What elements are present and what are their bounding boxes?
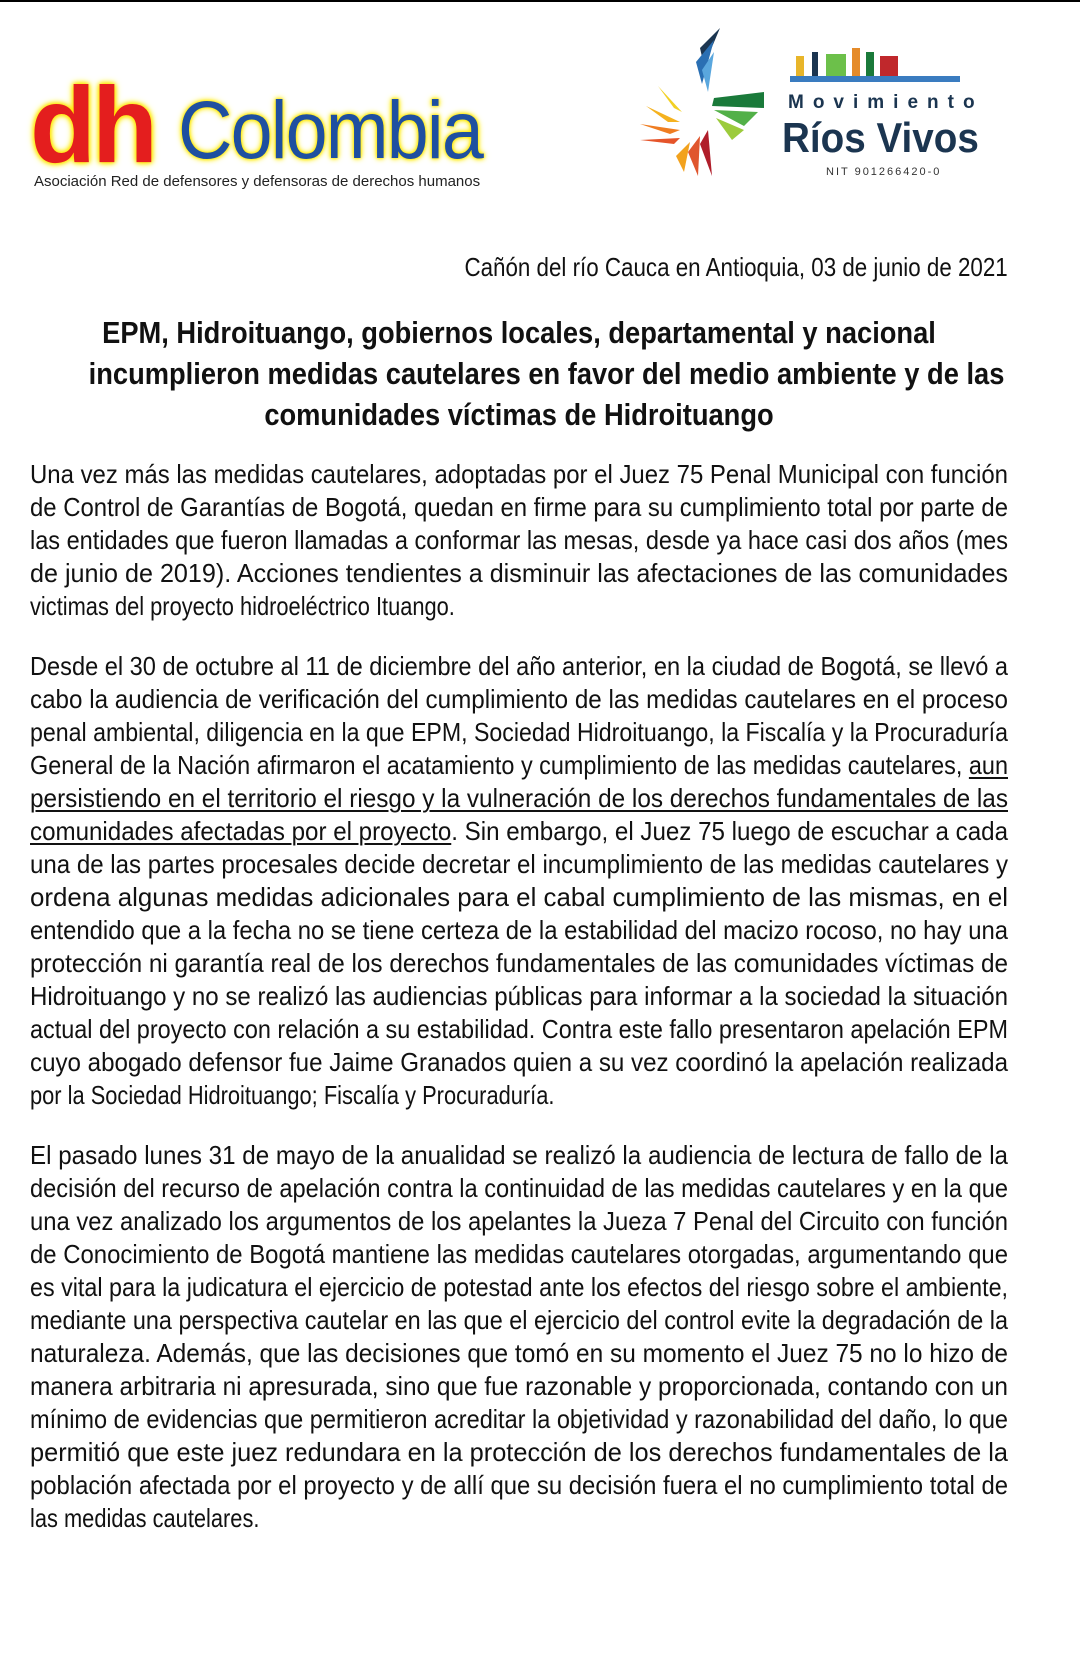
- text-line-content: de Control de Garantías de Bogotá, quedan en firme para su cumplimiento total por parte de: [30, 492, 1009, 522]
- text-line: [30, 1337, 1008, 1370]
- paragraph-2: [30, 650, 1008, 1112]
- text-line-content: decisión del recurso de apelación contra la continuidad de las medidas cautelares y en la que: [30, 1173, 1008, 1203]
- text-line: [30, 491, 1008, 524]
- rios-vivos-movimiento: Movimiento: [788, 92, 984, 113]
- underlined-text: persistiendo en el territorio el riesgo y la vulneración de los derechos fundamentales de las: [30, 783, 1008, 813]
- text-line-content: Desde el 30 de octubre al 11 de diciembre del año anterior, en la ciudad de Bogotá, se llevó a: [30, 651, 1008, 681]
- title-line: comunidades víctimas de Hidroituango: [264, 397, 774, 432]
- text-line-content: cuyo abogado defensor fue Jaime Granados quien a su vez coordinó la apelación realizada: [30, 1047, 1008, 1077]
- text-line: [30, 782, 1008, 815]
- text-line: [30, 1403, 1008, 1436]
- text-line: [30, 1436, 1008, 1469]
- dh-colombia-logo: [30, 62, 550, 190]
- text-line: [30, 524, 1008, 557]
- text-line: [30, 1502, 1008, 1535]
- dh-logo-name: Colombia: [178, 85, 482, 176]
- text-line-content: una vez analizado los argumentos de los apelantes la Jueza 7 Penal del Circuito con función: [30, 1206, 1008, 1236]
- text-line: [30, 1304, 1008, 1337]
- text-line: [30, 1172, 1008, 1205]
- text-line-content: de junio de 2019). Acciones tendientes a disminuir las afectaciones de las comunidades: [30, 558, 1008, 588]
- date-line: Cañón del río Cauca en Antioquia, 03 de junio de 2021: [464, 252, 1008, 282]
- text-line: [30, 650, 1008, 683]
- document-title: [30, 312, 1008, 435]
- text-line-content: Hidroituango y no se realizó las audiencias públicas para informar a la sociedad la situación: [30, 981, 1008, 1011]
- text-line-content: las entidades que fueron llamadas a conformar las mesas, desde ya hace casi dos años (mes: [30, 525, 1008, 555]
- text-line: [30, 1046, 1008, 1079]
- text-line-content: victimas del proyecto hidroeléctrico Ituango.: [30, 591, 455, 621]
- title-line: incumplieron medidas cautelares en favor del medio ambiente y de las: [88, 356, 1005, 391]
- text-line-content: El pasado lunes 31 de mayo de la anualidad se realizó la audiencia de lectura de fallo de la: [30, 1140, 1008, 1170]
- dh-logo-mark: dh: [30, 64, 154, 185]
- text-line: [30, 557, 1008, 590]
- text-line: [30, 1469, 1008, 1502]
- text-line: [30, 716, 1008, 749]
- text-line: [30, 1238, 1008, 1271]
- text-line-content: protección ni garantía real de los derechos fundamentales de las comunidades víctimas de: [30, 948, 1008, 978]
- text-line-content: mediante una perspectiva cautelar en las que el ejercicio del control evite la degradación de la: [30, 1305, 1008, 1335]
- text-line-content: permitió que este juez redundara en la protección de los derechos fundamentales de la: [30, 1437, 1008, 1467]
- text-line: [30, 1079, 1008, 1112]
- text-line-content: ordena algunas medidas adicionales para el cabal cumplimiento de las mismas, en el: [30, 882, 1008, 912]
- text-line: [30, 1271, 1008, 1304]
- underlined-text: aun: [968, 750, 1008, 780]
- text-line-content: comunidades afectadas por el proyecto. Sin embargo, el Juez 75 luego de escuchar a cada: [30, 816, 1008, 846]
- rios-vivos-nit: NIT 901266420-0: [826, 166, 942, 178]
- text-line-content: de Conocimiento de Bogotá mantiene las medidas cautelares otorgadas, argumentando que: [30, 1239, 1008, 1269]
- text-line-content: naturaleza. Además, que las decisiones que tomó en su momento el Juez 75 no lo hizo de: [30, 1338, 1008, 1368]
- text-line-content: cabo la audiencia de verificación del cumplimiento de las medidas cautelares en el proceso: [30, 684, 1008, 714]
- text-line: [30, 947, 1008, 980]
- dh-logo-tagline: Asociación Red de defensores y defensoras de derechos humanos: [34, 173, 481, 190]
- text-line-content: población afectada por el proyecto y de allí que su decisión fuera el no cumplimiento total de: [30, 1470, 1008, 1500]
- text-line-content: una de las partes procesales decide decretar el incumplimiento de las medidas cautelares y: [30, 849, 1008, 879]
- text-line: [30, 881, 1008, 914]
- text-line: [30, 590, 1008, 623]
- text-line: [30, 458, 1008, 491]
- text-line-content: manera arbitraria ni apresurada, sino que fue razonable y proporcionada, contando con un: [30, 1371, 1008, 1401]
- text-line: [30, 914, 1008, 947]
- text-line-content: las medidas cautelares.: [30, 1503, 260, 1533]
- text-line-content: mínimo de evidencias que permitieron acreditar la objetividad y razonabilidad del daño, lo que: [30, 1404, 1008, 1434]
- paragraph-1: [30, 458, 1008, 623]
- text-line-content: por la Sociedad Hidroituango; Fiscalía y Procuraduría.: [30, 1080, 555, 1110]
- rios-vivos-logo: [640, 26, 1020, 196]
- rios-vivos-name: Ríos Vivos: [782, 114, 979, 161]
- text-line: [30, 1370, 1008, 1403]
- text-line-content: penal ambiental, diligencia en la que EPM, Sociedad Hidroituango, la Fiscalía y la Procuraduría: [30, 717, 1008, 747]
- underlined-text: comunidades afectadas por el proyecto: [30, 816, 452, 846]
- text-line: [30, 980, 1008, 1013]
- text-line: [30, 1139, 1008, 1172]
- text-line-content: [30, 782, 1008, 815]
- text-line-content: Una vez más las medidas cautelares, adoptadas por el Juez 75 Penal Municipal con función: [30, 459, 1008, 489]
- text-line: [30, 1205, 1008, 1238]
- text-line: [30, 683, 1008, 716]
- title-line: EPM, Hidroituango, gobiernos locales, departamental y nacional: [102, 315, 936, 350]
- paragraph-3: [30, 1139, 1008, 1535]
- top-border: [0, 0, 1080, 2]
- text-line: [30, 815, 1008, 848]
- text-line: [30, 749, 1008, 782]
- text-line-content: entendido que a la fecha no se tiene certeza de la estabilidad del macizo rocoso, no hay una: [30, 915, 1008, 945]
- text-line: [30, 1013, 1008, 1046]
- text-line-content: es vital para la judicatura el ejercicio de potestad ante los efectos del riesgo sobre el ambiente,: [30, 1272, 1008, 1302]
- text-line: [30, 848, 1008, 881]
- text-line-content: actual del proyecto con relación a su estabilidad. Contra este fallo presentaron apelación EPM: [30, 1014, 1008, 1044]
- text-line-content: General de la Nación afirmaron el acatamiento y cumplimiento de las medidas cautelares, aun: [30, 750, 1008, 780]
